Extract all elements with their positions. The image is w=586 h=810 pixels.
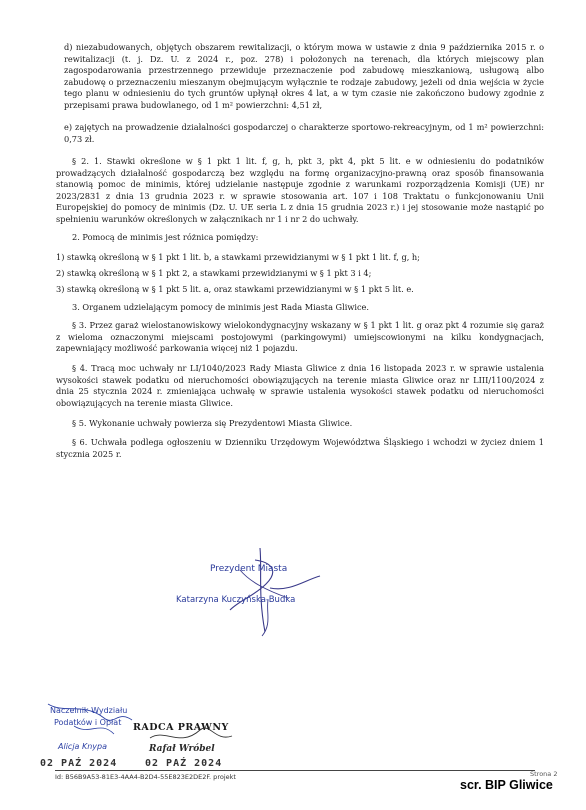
paragraph-6-text: § 6. Uchwała podlega ogłoszeniu w Dzienniku Urzędowym Województwa Śląskiego i wchodzi w życiez dniem 1 stycznia 2025 r.	[56, 437, 544, 459]
item-e-text: e) zajętych na prowadzenie działalności gospodarczej o charakterze sportowo-rekreacyjnym, od 1 m² powierzchni: 0,73 zł.	[64, 122, 544, 144]
item-d-text: d) niezabudowanych, objętych obszarem rewitalizacji, o którym mowa w ustawie z dnia 9 października 2015 r. o rewitalizacji (t. j. Dz. U. z 2024 r., poz. 278) i położonych na terenach, dla których miejscowy plan zagospodarowania przestrzennego przewiduje przeznaczenie pod zabudowę mieszkaniową, usługową albo zabudowę o przeznaczeniu mieszanym obejmującym wyłącznie te rodzaje zabudowy, jeżeli od dnia wejścia w życie tego planu w odniesieniu do tych gruntów upłynął okres 4 lat, a w tym czasie nie zakończono budowy zgodnie z przepisami prawa budowlanego, od 1 m² powierzchni: 4,51 zł,	[64, 42, 544, 110]
stamp-line-3: Alicja Knypa	[58, 742, 108, 751]
stamp-line-1: Naczelnik Wydziału	[50, 706, 128, 715]
item-d	[64, 42, 544, 112]
page-number: Strona 2	[530, 770, 558, 778]
list-item-1	[56, 252, 544, 264]
stamp-line-2: Podatków i Opłat	[54, 718, 122, 727]
footer-divider	[55, 770, 535, 771]
source-credit: scr. BIP Gliwice	[460, 778, 553, 792]
signature-scribble-icon	[170, 540, 350, 640]
list-item-2	[56, 268, 544, 280]
president-title: Prezydent Miasta	[210, 564, 288, 574]
date-stamp-right: 02 PAŹ 2024	[145, 758, 223, 769]
list-item-3	[56, 284, 544, 296]
paragraph-2-1-text: § 2. 1. Stawki określone w § 1 pkt 1 lit. f, g, h, pkt 3, pkt 4, pkt 5 lit. e w odniesieniu do podatników prowadzących działalność gospodarczą bez względu na formę organizacyjno-prawną oraz sposób finansowania stanowią pomoc de minimis, której udzielanie następuje zgodnie z warunkami rozporządzenia Komisji (UE) nr 2023/2831 z dnia 13 grudnia 2023 r. w sprawie stosowania art. 107 i 108 Traktatu o funkcjonowaniu Unii Europejskiej do pomocy de minimis (Dz. U. UE seria L z dnia 15 grudnia 2023 r.) i jej stosowanie może nastąpić po spełnieniu warunków określonych w załącznikach nr 1 i nr 2 do uchwały.	[56, 156, 544, 224]
paragraph-4-text: § 4. Tracą moc uchwały nr LI/1040/2023 Rady Miasta Gliwice z dnia 16 listopada 2023 r. w sprawie ustalenia wysokości stawek podatku od nieruchomości obowiązujących na terenie miasta Gliwice oraz nr LIII/1100/2024 z dnia 25 stycznia 2024 r. zmieniająca uchwałę w sprawie ustalenia wysokości stawek podatku od nieruchomości obowiązujących na terenie miasta Gliwice.	[56, 363, 544, 408]
president-signature	[170, 540, 350, 640]
paragraph-5-text: § 5. Wykonanie uchwały powierza się Prezydentowi Miasta Gliwice.	[72, 418, 353, 428]
document-id: Id: B56B9A53-81E3-4AA4-B2D4-55E823E2DE2F. projekt	[55, 773, 236, 781]
paragraph-2-3	[72, 302, 542, 314]
paragraph-3	[56, 320, 544, 355]
paragraph-2-1	[56, 156, 544, 226]
paragraph-5	[72, 418, 542, 430]
item-e	[64, 122, 544, 145]
date-stamp-left: 02 PAŹ 2024	[40, 758, 118, 769]
list-item-2-text: 2) stawką określoną w § 1 pkt 2, a stawkami przewidzianymi w § 1 pkt 3 i 4;	[56, 268, 372, 278]
list-item-1-text: 1) stawką określoną w § 1 pkt 1 lit. b, a stawkami przewidzianymi w § 1 pkt 1 lit. f, g, h;	[56, 252, 420, 262]
paragraph-6	[56, 437, 544, 460]
paragraph-2-3-text: 3. Organem udzielającym pomocy de minimis jest Rada Miasta Gliwice.	[72, 302, 369, 312]
legal-counsel-name: Rafał Wróbel	[149, 744, 215, 754]
paragraph-4	[56, 363, 544, 409]
paragraph-2-2-text: 2. Pomocą de minimis jest różnica pomiędzy:	[72, 232, 259, 242]
legal-counsel-title: RADCA PRAWNY	[133, 722, 229, 733]
paragraph-2-2	[72, 232, 542, 244]
list-item-3-text: 3) stawką określoną w § 1 pkt 5 lit. a, oraz stawkami przewidzianymi w § 1 pkt 5 lit. e.	[56, 284, 414, 294]
paragraph-3-text: § 3. Przez garaż wielostanowiskowy wielokondygnacyjny wskazany w § 1 pkt 1 lit. g oraz pkt 4 rozumie się garaż z wieloma oznaczonymi miejscami postojowymi (parkingowymi) umiejscowionymi na kilku kondygnacjach, zapewniający możliwość parkowania więcej niż 1 pojazdu.	[56, 320, 544, 354]
president-name: Katarzyna Kuczyńska-Budka	[176, 595, 296, 605]
